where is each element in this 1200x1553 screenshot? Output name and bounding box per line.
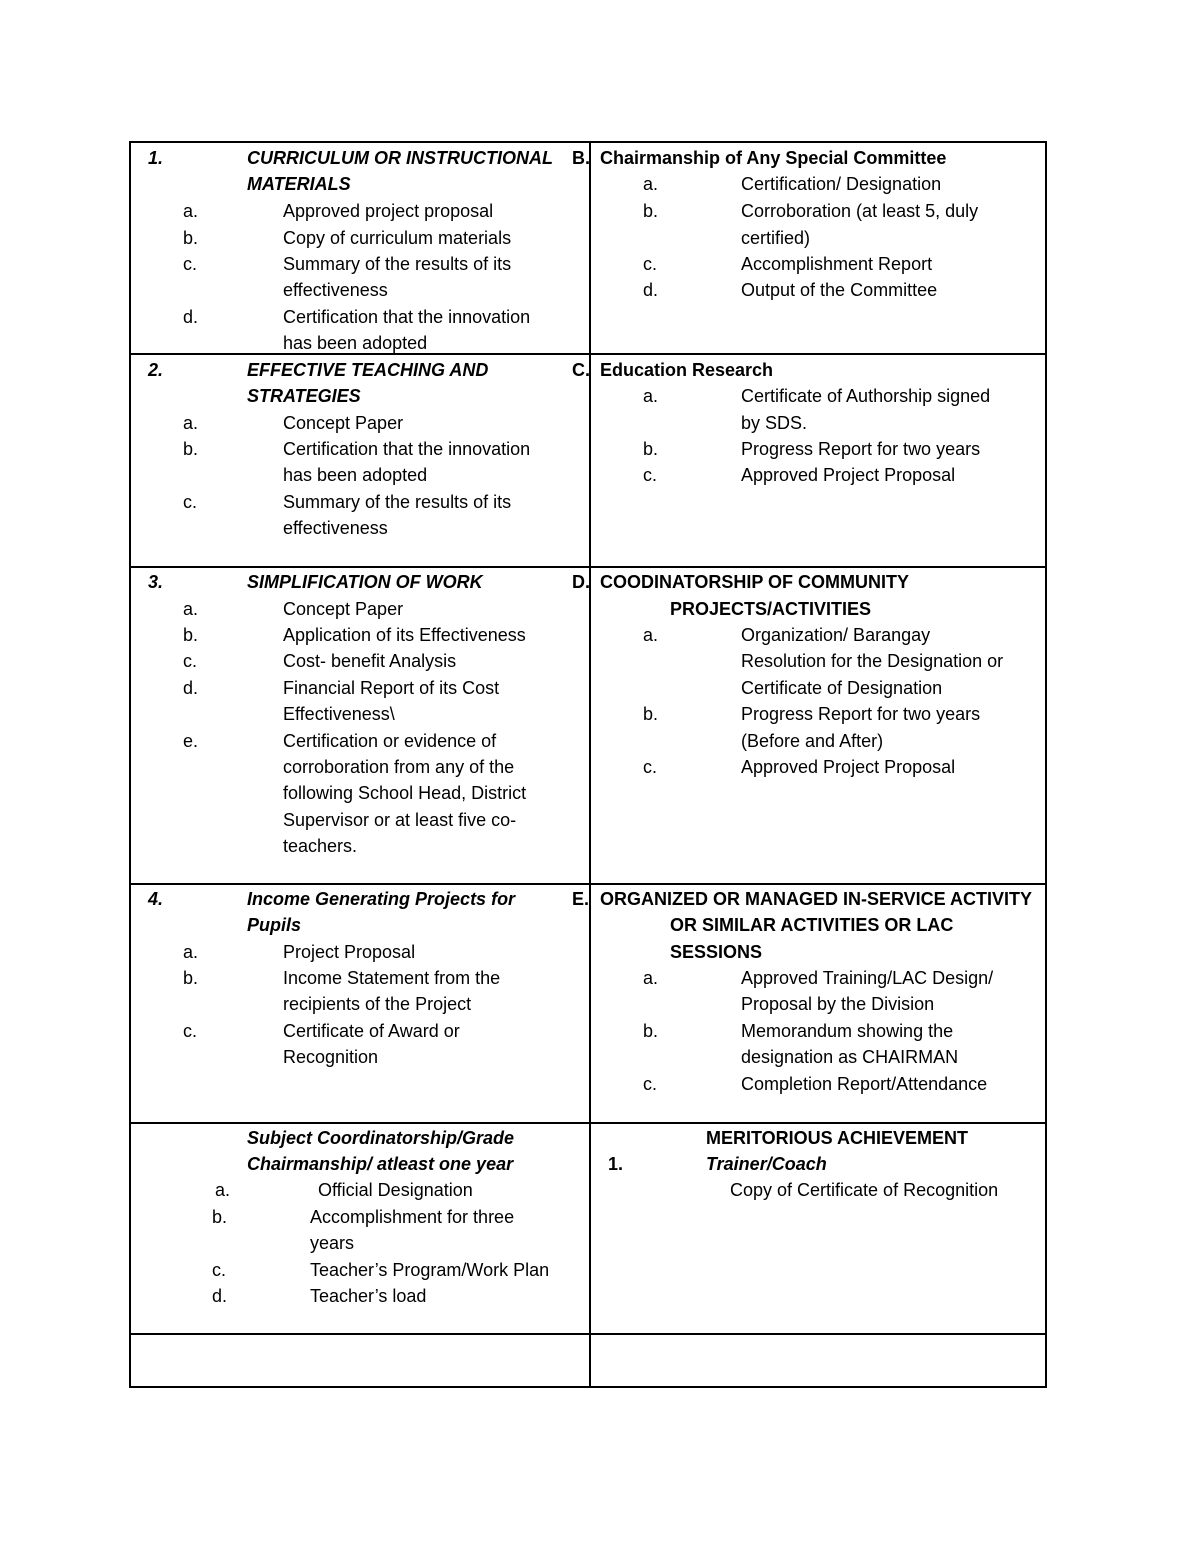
list-item: (Before and After) [741, 731, 884, 751]
list-item: Teacher’s load [310, 1286, 427, 1306]
list-item: Accomplishment for three [310, 1207, 515, 1227]
list-item: Memorandum showing the [741, 1021, 954, 1041]
list-letter: c. [212, 1260, 227, 1280]
list-letter: c. [183, 254, 198, 274]
list-letter: a. [183, 201, 199, 221]
list-letter: e. [183, 731, 199, 751]
item-number: 4. [148, 889, 164, 909]
section-title: PROJECTS/ACTIVITIES [670, 599, 872, 619]
section-title: Subject Coordinatorship/Grade [247, 1128, 515, 1148]
list-item: Certificate of Authorship signed [741, 386, 991, 406]
list-item: by SDS. [741, 413, 808, 433]
list-item: Recognition [283, 1047, 379, 1067]
section-title: Chairmanship of Any Special Committee [600, 148, 947, 168]
list-item: Corroboration (at least 5, duly [741, 201, 979, 221]
list-item: teachers. [283, 836, 358, 856]
row-divider [131, 353, 1045, 355]
list-item: Concept Paper [283, 599, 404, 619]
list-letter: b. [183, 625, 199, 645]
section-title: Income Generating Projects for [247, 889, 516, 909]
section-marker: D. [572, 572, 590, 592]
list-item: Income Statement from the [283, 968, 501, 988]
item-number: 3. [148, 572, 164, 592]
list-item: designation as CHAIRMAN [741, 1047, 959, 1067]
list-item: Approved Project Proposal [741, 757, 956, 777]
list-item: Progress Report for two years [741, 704, 981, 724]
list-item: Organization/ Barangay [741, 625, 931, 645]
list-letter: c. [643, 1074, 658, 1094]
list-letter: b. [183, 439, 199, 459]
item-number: 1. [148, 148, 164, 168]
list-item: Approved Training/LAC Design/ [741, 968, 994, 988]
list-item: Accomplishment Report [741, 254, 933, 274]
list-item: Summary of the results of its [283, 254, 512, 274]
list-item: Certificate of Award or [283, 1021, 460, 1041]
list-letter: a. [183, 413, 199, 433]
list-letter: a. [183, 942, 199, 962]
row-divider [131, 566, 1045, 568]
section-marker: B. [572, 148, 590, 168]
list-letter: d. [183, 678, 199, 698]
list-item: recipients of the Project [283, 994, 472, 1014]
list-item: certified) [741, 228, 811, 248]
section-title: COODINATORSHIP OF COMMUNITY [600, 572, 910, 592]
list-item: Certification that the innovation [283, 307, 531, 327]
list-item: Concept Paper [283, 413, 404, 433]
row-divider [131, 883, 1045, 885]
list-item: Proposal by the Division [741, 994, 935, 1014]
section-title: SIMPLIFICATION OF WORK [247, 572, 483, 592]
list-letter: b. [212, 1207, 228, 1227]
item-number: 1. [608, 1154, 624, 1174]
list-item: Certification or evidence of [283, 731, 497, 751]
list-item: Supervisor or at least five co- [283, 810, 517, 830]
list-item: Effectiveness\ [283, 704, 395, 724]
list-letter: c. [643, 757, 658, 777]
list-item: Resolution for the Designation or [741, 651, 1004, 671]
list-item: Output of the Committee [741, 280, 938, 300]
list-item: following School Head, District [283, 783, 527, 803]
section-title: MERITORIOUS ACHIEVEMENT [706, 1128, 969, 1148]
list-letter: b. [183, 228, 199, 248]
list-item: Certification that the innovation [283, 439, 531, 459]
column-divider [589, 143, 591, 1386]
section-marker: E. [572, 889, 590, 909]
section-title: STRATEGIES [247, 386, 361, 406]
list-item: Approved Project Proposal [741, 465, 956, 485]
section-title: SESSIONS [670, 942, 763, 962]
list-letter: b. [643, 704, 659, 724]
list-letter: d. [212, 1286, 228, 1306]
list-item: has been adopted [283, 333, 428, 353]
section-title: Pupils [247, 915, 302, 935]
list-letter: c. [183, 492, 198, 512]
list-item: Progress Report for two years [741, 439, 981, 459]
list-letter: b. [183, 968, 199, 988]
list-letter: c. [643, 465, 658, 485]
section-title: Education Research [600, 360, 774, 380]
list-letter: b. [643, 439, 659, 459]
section-subtitle: Trainer/Coach [706, 1154, 827, 1174]
list-item: Cost- benefit Analysis [283, 651, 457, 671]
list-letter: a. [183, 599, 199, 619]
list-item: Official Designation [318, 1180, 473, 1200]
list-letter: a. [643, 386, 659, 406]
list-letter: a. [643, 968, 659, 988]
section-title: MATERIALS [247, 174, 351, 194]
list-item: years [310, 1233, 355, 1253]
list-item: effectiveness [283, 280, 388, 300]
list-item: has been adopted [283, 465, 428, 485]
item-number: 2. [148, 360, 164, 380]
list-letter: d. [183, 307, 199, 327]
section-title: Chairmanship/ atleast one year [247, 1154, 514, 1174]
section-marker: C. [572, 360, 590, 380]
section-title: OR SIMILAR ACTIVITIES OR LAC [670, 915, 954, 935]
list-item: Financial Report of its Cost [283, 678, 500, 698]
row-divider [131, 1333, 1045, 1335]
list-letter: a. [643, 625, 659, 645]
list-letter: b. [643, 201, 659, 221]
list-item: Summary of the results of its [283, 492, 512, 512]
list-item: Approved project proposal [283, 201, 494, 221]
section-title: ORGANIZED OR MANAGED IN-SERVICE ACTIVITY [600, 889, 1033, 909]
list-item: Copy of Certificate of Recognition [730, 1180, 999, 1200]
section-title: EFFECTIVE TEACHING AND [247, 360, 489, 380]
list-item: Copy of curriculum materials [283, 228, 512, 248]
list-letter: c. [643, 254, 658, 274]
list-letter: c. [183, 651, 198, 671]
list-item: Certification/ Designation [741, 174, 942, 194]
row-divider [131, 1122, 1045, 1124]
list-item: Teacher’s Program/Work Plan [310, 1260, 550, 1280]
list-item: Project Proposal [283, 942, 416, 962]
list-letter: a. [215, 1180, 231, 1200]
list-item: Application of its Effectiveness [283, 625, 526, 645]
list-letter: a. [643, 174, 659, 194]
list-item: effectiveness [283, 518, 388, 538]
list-letter: b. [643, 1021, 659, 1041]
list-item: Certificate of Designation [741, 678, 943, 698]
list-item: corroboration from any of the [283, 757, 515, 777]
list-letter: d. [643, 280, 659, 300]
list-letter: c. [183, 1021, 198, 1041]
list-item: Completion Report/Attendance [741, 1074, 988, 1094]
section-title: CURRICULUM OR INSTRUCTIONAL [247, 148, 553, 168]
